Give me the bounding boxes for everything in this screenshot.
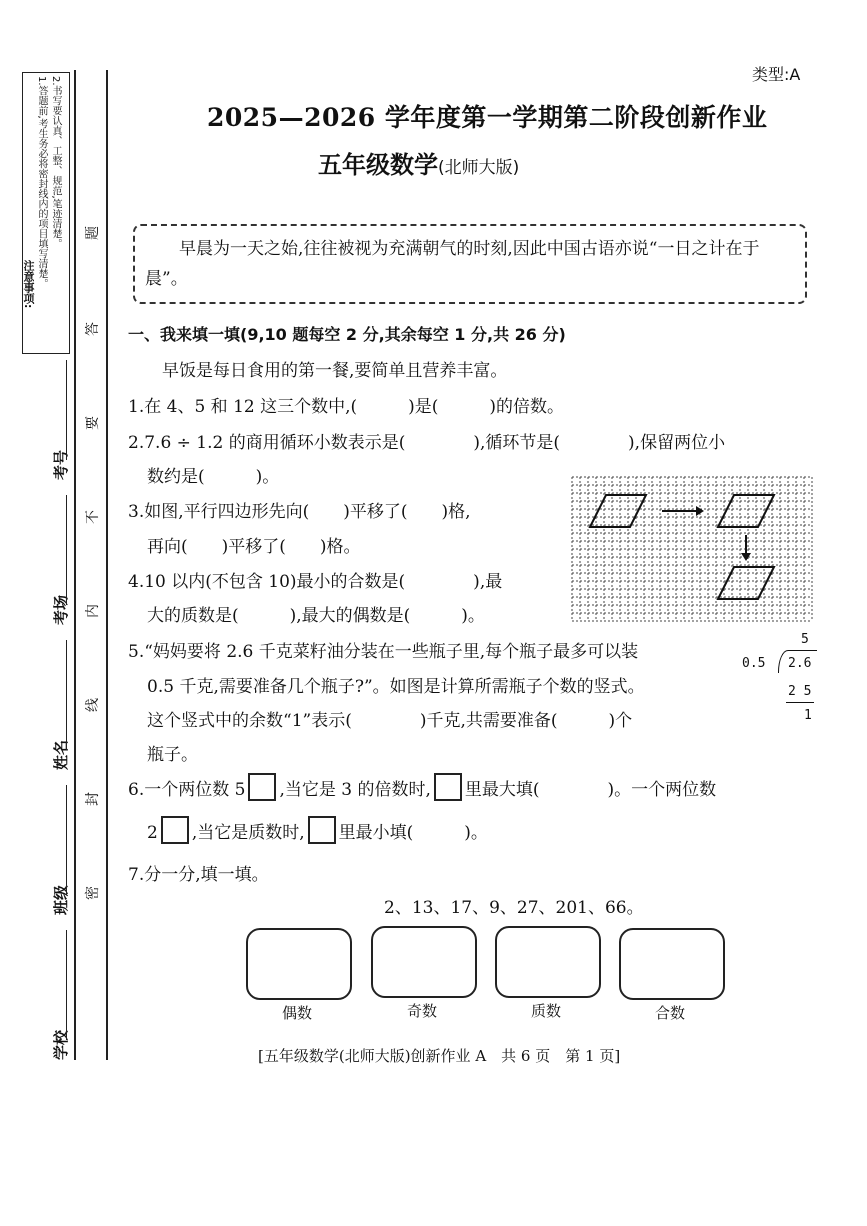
long-division xyxy=(740,632,820,732)
question-1: 1.在 4、5 和 12 这三个数中,( )是( )的倍数。 xyxy=(128,397,565,417)
division-divisor: 0.5 xyxy=(742,656,766,671)
room-label: 考场 xyxy=(52,594,70,625)
question-6-line1 xyxy=(128,773,716,801)
page-subtitle xyxy=(318,145,519,180)
intro-box xyxy=(133,224,807,304)
digit-box[interactable] xyxy=(248,773,276,801)
section-heading: 一、我来填一填(9,10 题每空 2 分,其余每空 1 分,共 26 分) xyxy=(128,325,566,344)
seal-char: 内 xyxy=(85,604,101,618)
seal-char: 封 xyxy=(85,792,101,806)
parallelogram-final xyxy=(718,567,774,599)
question-2-line1: 2.7.6 ÷ 1.2 的商用循环小数表示是( ),循环节是( ),保留两位小 xyxy=(128,433,726,453)
subtitle-edition: (北师大版) xyxy=(438,158,520,178)
category-label-prime: 质数 xyxy=(530,1002,561,1020)
category-box-even[interactable] xyxy=(246,928,352,1000)
room-field[interactable] xyxy=(66,495,67,605)
notes-line2: 2.书写要认真、工整、规范,笔迹清楚。 xyxy=(50,76,61,249)
section-lead: 早饭是每日食用的第一餐,要简单且营养丰富。 xyxy=(162,361,508,381)
class-field[interactable] xyxy=(66,785,67,895)
type-label: 类型:A xyxy=(752,65,801,84)
q6-line2-pre: 2 xyxy=(147,823,158,843)
intro-text: 早晨为一天之始,往往被视为充满朝气的时刻,因此中国古语亦说“一日之计在于晨”。 xyxy=(145,239,760,289)
q6-line1-pre: 6.一个两位数 5 xyxy=(128,780,246,800)
category-box-composite[interactable] xyxy=(619,928,725,1000)
seal-char: 要 xyxy=(85,416,101,430)
division-rule xyxy=(786,702,814,703)
subtitle-main: 五年级数学 xyxy=(318,151,438,179)
q6-line2-mid: ,当它是质数时, xyxy=(191,823,305,843)
binding-line-left xyxy=(74,70,76,1060)
exam-no-field[interactable] xyxy=(66,360,67,460)
page-footer: [五年级数学(北师大版)创新作业 A 共 6 页 第 1 页] xyxy=(258,1047,621,1065)
digit-box[interactable] xyxy=(434,773,462,801)
notes-line1: 1.答题前,考生务必将密封线内的项目填写清楚。 xyxy=(36,76,47,289)
exam-no-label: 考号 xyxy=(52,449,70,480)
seal-char: 答 xyxy=(85,322,101,336)
translation-grid-figure xyxy=(570,475,814,623)
question-6-line2 xyxy=(147,816,488,844)
grid-lines xyxy=(572,477,812,621)
page-title: 2025—2026 学年度第一学期第二阶段创新作业 xyxy=(207,103,768,132)
parallelogram-original xyxy=(590,495,646,527)
notes-heading: 注意事项: xyxy=(22,260,35,309)
division-dividend: 2.6 xyxy=(788,656,812,671)
division-remainder: 1 xyxy=(804,708,812,723)
seal-char: 题 xyxy=(85,226,101,240)
question-5-line4: 瓶子。 xyxy=(147,745,198,765)
question-3-line1: 3.如图,平行四边形先向( )平移了( )格, xyxy=(128,502,471,522)
division-quotient: 5 xyxy=(801,632,809,647)
question-5-line2: 0.5 千克,需要准备几个瓶子?”。如图是计算所需瓶子个数的竖式。 xyxy=(147,677,645,697)
category-label-even: 偶数 xyxy=(281,1004,312,1022)
question-5-line3: 这个竖式中的余数“1”表示( )千克,共需要准备( )个 xyxy=(147,711,633,731)
binding-line-right xyxy=(106,70,108,1060)
category-label-composite: 合数 xyxy=(654,1004,685,1022)
name-field[interactable] xyxy=(66,640,67,750)
question-4-line2: 大的质数是( ),最大的偶数是( )。 xyxy=(147,606,485,626)
question-3-line2: 再向( )平移了( )格。 xyxy=(147,537,361,557)
seal-char: 线 xyxy=(85,698,101,712)
name-label: 姓名 xyxy=(52,739,70,770)
question-5-line1: 5.“妈妈要将 2.6 千克菜籽油分装在一些瓶子里,每个瓶子最多可以装 xyxy=(128,642,639,662)
school-label: 学校 xyxy=(52,1029,70,1060)
parallelogram-shifted xyxy=(718,495,774,527)
school-field[interactable] xyxy=(66,930,67,1040)
category-box-odd[interactable] xyxy=(371,926,477,998)
category-box-prime[interactable] xyxy=(495,926,601,998)
digit-box[interactable] xyxy=(308,816,336,844)
question-7: 7.分一分,填一填。 xyxy=(128,865,269,885)
seal-char: 不 xyxy=(85,510,101,524)
question-4-line1: 4.10 以内(不包含 10)最小的合数是( ),最 xyxy=(128,572,503,592)
division-product: 2 5 xyxy=(788,684,812,699)
q6-line1-mid: ,当它是 3 的倍数时, xyxy=(279,780,431,800)
category-label-odd: 奇数 xyxy=(406,1002,437,1020)
q6-line2-post: 里最小填( )。 xyxy=(338,823,488,843)
digit-box[interactable] xyxy=(161,816,189,844)
seal-char: 密 xyxy=(85,886,101,900)
question-2-line2: 数约是( )。 xyxy=(147,467,280,487)
q6-line1-post: 里最大填( )。一个两位数 xyxy=(464,780,717,800)
question-7-numbers: 2、13、17、9、27、201、66。 xyxy=(384,898,644,918)
class-label: 班级 xyxy=(52,884,70,915)
